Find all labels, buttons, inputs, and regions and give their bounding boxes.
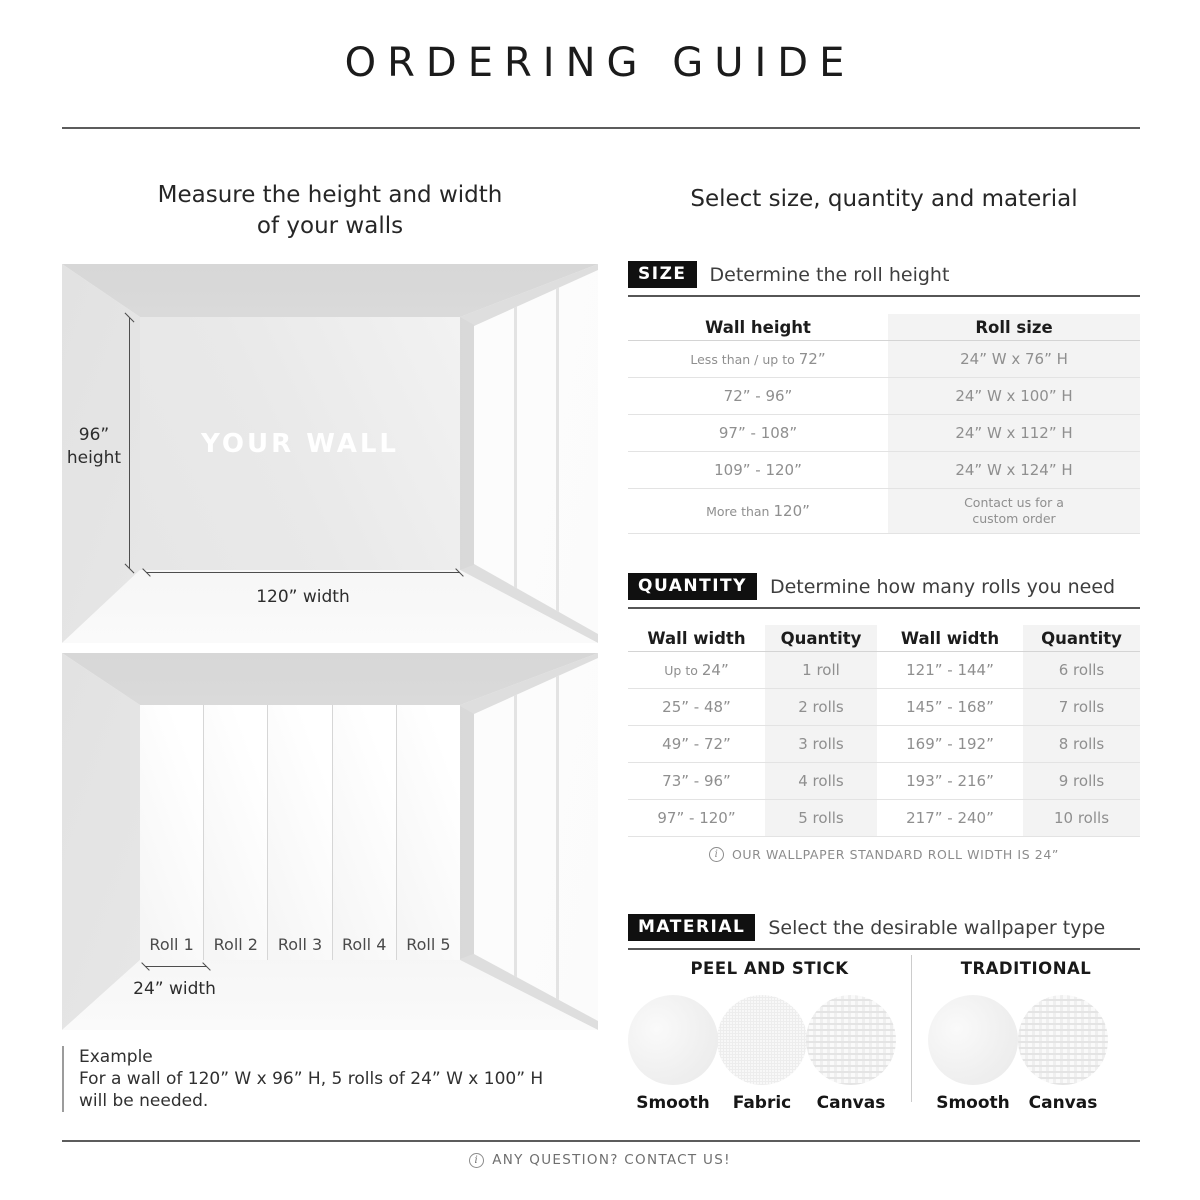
height-dimension-label xyxy=(64,424,124,470)
size-section-desc: Determine the roll height xyxy=(709,263,950,286)
roll-size-value: 24” W x 100” H xyxy=(888,378,1140,414)
wall-width-value: 193” - 216” xyxy=(906,772,994,790)
swatch-label: Smooth xyxy=(636,1093,710,1113)
wall-width-value: 25” - 48” xyxy=(662,698,731,716)
info-icon: i xyxy=(709,847,724,862)
width-dimension-label: 120” width xyxy=(256,587,350,607)
left-heading-line2: of your walls xyxy=(256,213,404,239)
table-row xyxy=(628,452,1140,489)
wall-width-value: 24” xyxy=(701,661,729,679)
peel-and-stick-title: PEEL AND STICK xyxy=(690,959,849,978)
example-line1: For a wall of 120” W x 96” H, 5 rolls of 24” W x 100” H xyxy=(79,1069,544,1089)
table-row xyxy=(628,378,1140,415)
roll-width-note-text: OUR WALLPAPER STANDARD ROLL WIDTH IS 24” xyxy=(731,847,1059,862)
wall-width-value: 145” - 168” xyxy=(906,698,994,716)
roll-panel xyxy=(140,705,204,960)
footer-contact-note xyxy=(0,1152,1200,1168)
top-divider xyxy=(62,127,1140,129)
qty-col-quantity-1: Quantity xyxy=(765,625,877,651)
page-title: ORDERING GUIDE xyxy=(344,40,856,86)
roll-size-value-line2: custom order xyxy=(972,511,1056,526)
left-heading-line1: Measure the height and width xyxy=(157,182,503,208)
material-badge: MATERIAL xyxy=(628,914,755,941)
quantity-value: 5 rolls xyxy=(765,800,877,836)
wall-width-prefix: Up to xyxy=(664,662,698,678)
table-row xyxy=(628,689,1140,726)
quantity-table-header xyxy=(628,625,1140,652)
table-row xyxy=(628,763,1140,800)
window-mullion xyxy=(514,653,517,1030)
table-row xyxy=(628,800,1140,837)
swatch-peel-smooth xyxy=(628,995,718,1085)
table-row xyxy=(628,652,1140,689)
roll-size-value: 24” W x 124” H xyxy=(888,452,1140,488)
wall-width-value: 217” - 240” xyxy=(906,809,994,827)
example-line2: will be needed. xyxy=(79,1091,209,1111)
your-wall-label: YOUR WALL xyxy=(201,428,399,459)
size-col-wall-height: Wall height xyxy=(705,317,811,337)
window-mullion xyxy=(556,264,559,643)
wall-width-value: 97” - 120” xyxy=(657,809,736,827)
window-mullion xyxy=(514,264,517,643)
quantity-value: 6 rolls xyxy=(1023,652,1140,688)
size-section-header xyxy=(628,261,1140,297)
swatch-label: Smooth xyxy=(936,1093,1010,1113)
roll-size-value: 24” W x 112” H xyxy=(888,415,1140,451)
size-col-roll-size: Roll size xyxy=(888,314,1140,340)
quantity-section-desc: Determine how many rolls you need xyxy=(769,575,1116,598)
wall-height-value: 72” xyxy=(798,350,826,368)
quantity-badge: QUANTITY xyxy=(628,573,757,600)
roll-width-dimension-label: 24” width xyxy=(133,979,216,999)
qty-col-wall-width-1: Wall width xyxy=(647,628,746,648)
quantity-value: 8 rolls xyxy=(1023,726,1140,762)
swatch-label: Fabric xyxy=(732,1093,792,1113)
roll-panel xyxy=(204,705,268,960)
roll-width-note xyxy=(628,847,1140,862)
wall-height-value: 120” xyxy=(773,502,810,520)
room-illustration-measure xyxy=(62,264,598,643)
info-icon: i xyxy=(469,1153,484,1168)
roll-size-value-line1: Contact us for a xyxy=(964,495,1064,510)
swatch-traditional-smooth xyxy=(928,995,1018,1085)
wall-height-prefix: Less than / up to xyxy=(690,351,795,367)
material-group-divider xyxy=(911,955,912,1102)
quantity-value: 10 rolls xyxy=(1023,800,1140,836)
right-column-heading: Select size, quantity and material xyxy=(690,186,1078,212)
material-section-desc: Select the desirable wallpaper type xyxy=(768,916,1106,939)
roll-panel xyxy=(268,705,332,960)
swatch-traditional-canvas xyxy=(1018,995,1108,1085)
example-block xyxy=(62,1046,598,1112)
example-heading: Example xyxy=(79,1047,153,1067)
footer-contact-text: ANY QUESTION? CONTACT US! xyxy=(492,1152,731,1168)
qty-col-wall-width-2: Wall width xyxy=(900,628,1000,648)
roll-label: Roll 1 xyxy=(149,935,194,954)
roll-panel xyxy=(397,705,460,960)
roll-label: Roll 3 xyxy=(277,935,323,954)
qty-col-quantity-2: Quantity xyxy=(1023,625,1140,651)
roll-size-value: 24” W x 76” H xyxy=(888,341,1140,377)
quantity-table xyxy=(628,625,1140,837)
roll-label: Roll 2 xyxy=(213,935,258,954)
table-row xyxy=(628,489,1140,534)
swatch-label: Canvas xyxy=(1028,1093,1098,1113)
left-column-heading xyxy=(62,180,598,242)
roll-label: Roll 5 xyxy=(406,935,451,954)
height-word: height xyxy=(66,448,122,468)
wall-height-value: 97” - 108” xyxy=(718,424,798,442)
footer-divider xyxy=(62,1140,1140,1142)
material-section-header xyxy=(628,914,1140,950)
swatch-peel-fabric xyxy=(717,995,807,1085)
quantity-value: 9 rolls xyxy=(1023,763,1140,799)
quantity-value: 2 rolls xyxy=(765,689,877,725)
wallpaper-rolls xyxy=(140,705,460,960)
quantity-value: 4 rolls xyxy=(765,763,877,799)
room-illustration-rolls xyxy=(62,653,598,1030)
wall-width-value: 121” - 144” xyxy=(906,661,994,679)
size-table xyxy=(628,314,1140,534)
roll-width-dimension-line xyxy=(145,966,207,967)
quantity-value: 7 rolls xyxy=(1023,689,1140,725)
roll-label: Roll 4 xyxy=(342,935,387,954)
roll-panel xyxy=(333,705,397,960)
table-row xyxy=(628,341,1140,378)
quantity-section-header xyxy=(628,573,1140,609)
size-badge: SIZE xyxy=(628,261,697,288)
window-mullion xyxy=(556,653,559,1030)
wall-height-value: 72” - 96” xyxy=(723,387,793,405)
table-row xyxy=(628,415,1140,452)
height-dimension-line xyxy=(129,318,130,568)
swatch-peel-canvas xyxy=(806,995,896,1085)
size-table-header xyxy=(628,314,1140,341)
width-dimension-line xyxy=(146,572,460,573)
traditional-title: TRADITIONAL xyxy=(960,959,1092,978)
table-row xyxy=(628,726,1140,763)
wall-width-value: 49” - 72” xyxy=(662,735,731,753)
height-value: 96” xyxy=(78,425,110,445)
wall-width-value: 73” - 96” xyxy=(662,772,731,790)
your-wall-surface xyxy=(140,317,460,570)
wall-height-value: 109” - 120” xyxy=(714,461,802,479)
quantity-value: 3 rolls xyxy=(765,726,877,762)
swatch-label: Canvas xyxy=(816,1093,886,1113)
wall-height-prefix: More than xyxy=(706,503,770,519)
quantity-value: 1 roll xyxy=(765,652,877,688)
wall-width-value: 169” - 192” xyxy=(906,735,994,753)
